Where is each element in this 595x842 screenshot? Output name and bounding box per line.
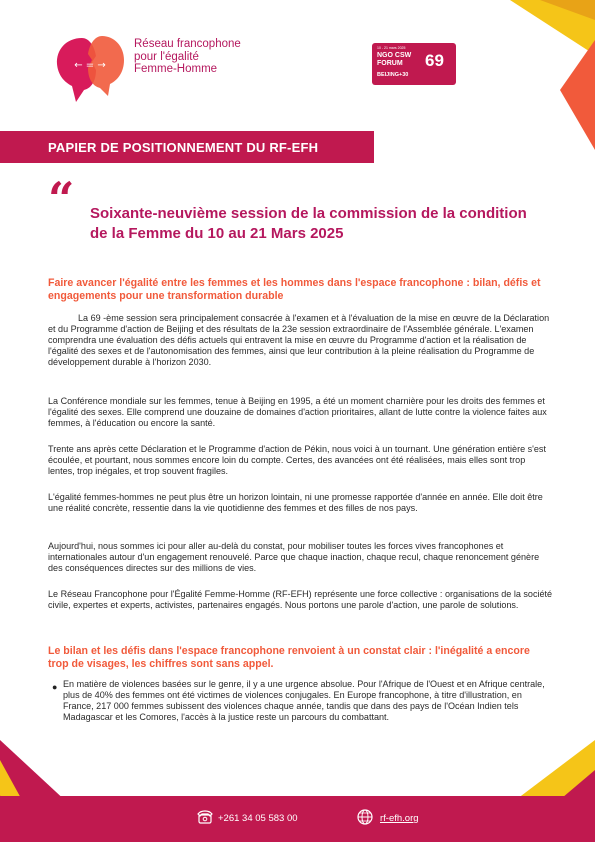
banner-title: PAPIER DE POSITIONNEMENT DU RF-EFH: [48, 140, 319, 155]
footer-website-link[interactable]: rf-efh.org: [380, 813, 419, 824]
phone-icon: [196, 808, 214, 826]
forum-date: 10 - 21 mars 2025: [377, 46, 406, 50]
section-1-heading: Faire avancer l'égalité entre les femmes et les hommes dans l'espace francophone : bilan, défis et engagements pour une transformation durable: [48, 277, 541, 302]
paragraph-3: Trente ans après cette Déclaration et le Programme d'action de Pékin, nous voici à un tournant. Une génération entière s'est écoulée, et pourtant, nous sommes encore loin du compte. Certes, des avancées ont été réalisées, mais elles sont trop lentes, trop inégales, et trop souvent fragiles.: [48, 444, 546, 476]
paragraph-6: Le Réseau Francophone pour l'Égalité Femme-Homme (RF-EFH) représente une force collective : organisations de la société civile, expertes et experts, activistes, partenaires engagés. Nous portons une parole d'action, une parole de solutions.: [48, 589, 553, 610]
forum-number: 69: [425, 51, 444, 70]
footer-phone[interactable]: +261 34 05 583 00: [218, 813, 298, 824]
forum-beijing: BEIJING+30: [377, 72, 409, 78]
logo-line-2: pour l'égalité: [134, 50, 199, 63]
paragraph-4: L'égalité femmes-hommes ne peut plus être un horizon lointain, ni une promesse rapportée d'année en année. Elle doit être une réalité concrète, ressentie dans la vie quotidienne des femmes et des filles de nos pays.: [48, 492, 543, 513]
top-right-decoration: [480, 0, 595, 150]
logo-symbol: ← = →: [74, 60, 106, 71]
bullet-icon: ●: [52, 682, 58, 692]
page-title: Soixante-neuvième session de la commission de la condition de la Femme du 10 au 21 Mars 2025: [90, 205, 527, 242]
faces-logo-icon: [52, 30, 132, 105]
logo-line-3: Femme-Homme: [134, 63, 218, 75]
logo-text: [134, 38, 241, 76]
bullet-item: En matière de violences basées sur le genre, il y a une urgence absolue. Pour l'Afrique de l'Ouest et en Afrique centrale, plus de 40% des femmes ont été victimes de violences conjugales. En Europe francophone, à titre d'illustration, en France, 217 000 femmes subissent des violences chaque année, tandis que dans des pays de l'Océan Indien tels Madagascar et les Comores, l'accès à la justice reste un parcours du combattant.: [63, 679, 545, 722]
logo-line-1: Réseau francophone: [134, 38, 241, 50]
globe-icon: [356, 808, 374, 826]
quote-mark-icon: “: [48, 172, 75, 226]
section-2-heading: Le bilan et les défis dans l'espace francophone renvoient à un constat clair : l'inégalité a encore trop de visages, les chiffres sont sans appel.: [48, 645, 530, 670]
ngo-csw-forum-logo: [372, 43, 456, 85]
forum-ngo: NGO CSW: [377, 52, 412, 59]
position-paper-banner: [0, 131, 374, 163]
paragraph-5: Aujourd'hui, nous sommes ici pour aller au-delà du constat, pour mobiliser toutes les forces vives francophones et internationales autour d'un engagement renouvelé. Parce que chaque inaction, chaque recul, chaque renoncement génère des conséquences directes sur des millions de vies.: [48, 541, 540, 573]
paragraph-2: La Conférence mondiale sur les femmes, tenue à Beijing en 1995, a été un moment charnière pour les droits des femmes et l'égalité des sexes. Elle comprend une douzaine de domaines d'action prioritaires, allant de lutte contre la violence faites aux femmes, à l'éducation ou encore la santé.: [48, 396, 547, 428]
forum-label: FORUM: [377, 60, 403, 67]
rf-efh-logo: [52, 30, 282, 105]
paragraph-1: La 69 -ème session sera principalement consacrée à l'examen et à l'évaluation de la mise en œuvre de la Déclaration et du Programme d'action de Beijing et des résultats de la 23e session extraordinaire de l'Assemblée générale. L'examen comprendra une évaluation des défis actuels qui entravent la mise en œuvre du Programme d'action et la réalisation de l'égalité des sexes et de l'autonomisation des femmes, ainsi que leur contribution à la pleine réalisation du Programme de développement durable à l'horizon 2030.: [48, 313, 550, 367]
